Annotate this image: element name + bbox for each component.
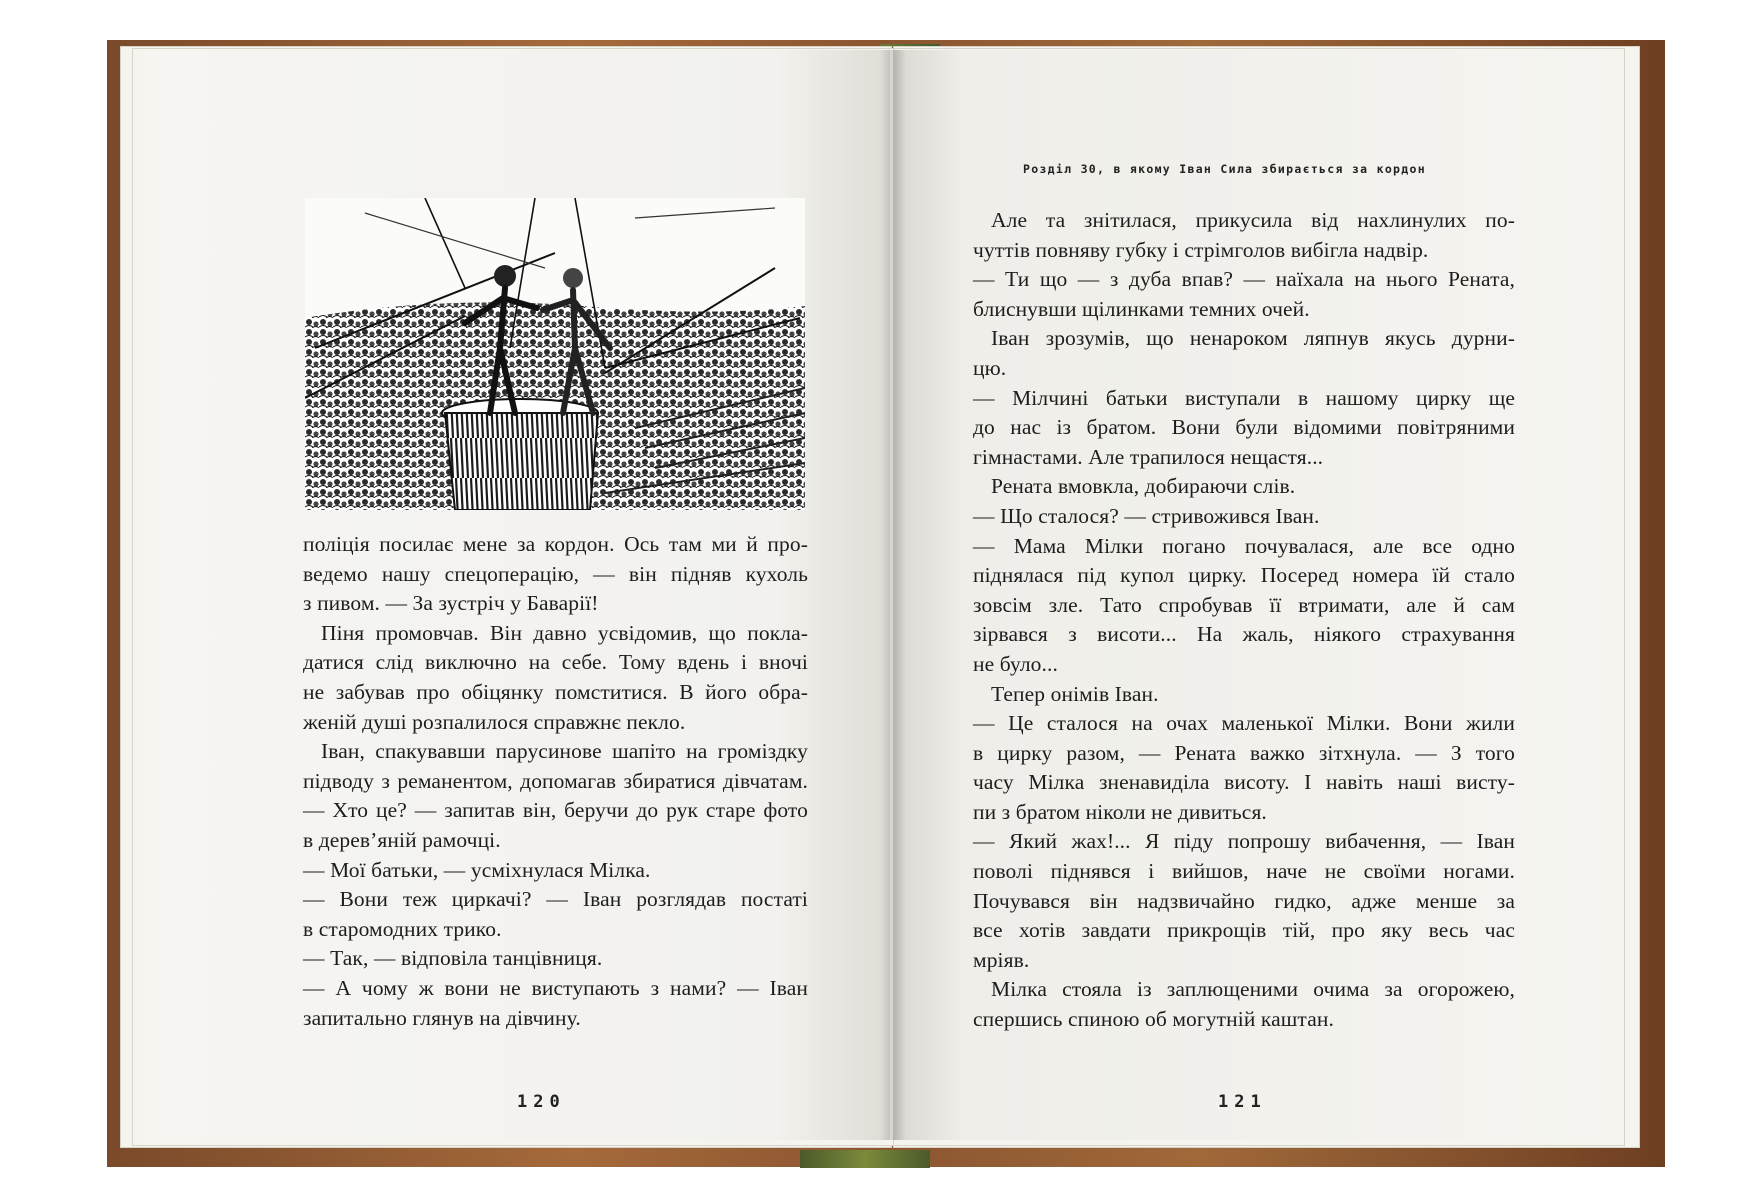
text-line: гімнастами. Але трапилося нещастя... [973,444,1324,469]
left-page [145,50,890,1140]
text-line: в старомодних трико. [303,916,502,941]
text-line: спершись спиною об могутній каштан. [973,1007,1334,1032]
text-line: — Це сталося на очах маленької Мілки. Вони жили [973,711,1515,736]
text-line: все хотів завдати прикрощів тій, про яку весь час [973,918,1515,943]
text-line: підводу з реманентом, допомагав збиратися дівчатам. [303,768,808,793]
text-line: зовсім зле. Тато спробував її втримати, але й сам [973,592,1515,617]
text-line: — Так, — відповіла танцівниця. [303,946,603,971]
text-line: зірвався з висоти... На жаль, ніякого страхування [973,622,1515,647]
text-line: поволі піднявся і вийшов, наче не своїми ногами. [973,859,1515,884]
text-line: Піня промовчав. Він давно усвідомив, що покла- [321,620,808,645]
text-line: — Що сталося? — стривожився Іван. [973,503,1320,528]
text-line: мріяв. [973,947,1030,972]
left-page-body [303,530,808,1033]
text-line: — Вони теж циркачі? — Іван розглядав постаті [303,887,808,912]
text-line: Але та знітилася, прикусила від нахлинулих по- [991,208,1515,232]
text-line: Рената вмовкла, добираючи слів. [991,474,1296,499]
text-line: — Мої батьки, — усміхнулася Мілка. [303,857,651,882]
text-line: — А чому ж вони не виступають з нами? — Іван [303,975,808,1000]
text-line: до нас із братом. Вони були відомими повітряними [973,415,1515,440]
text-line: ведемо нашу спецоперацію, — він підняв кухоль [303,561,808,586]
text-line: датися слід виключно на себе. Тому вдень і вночі [303,650,808,675]
text-line: женій душі розпалилося справжнє пекло. [303,709,686,734]
book-gutter-shadow [880,50,906,1140]
text-line: — Мілчині батьки виступали в нашому цирку ще [973,385,1515,410]
right-page-body [973,206,1515,1035]
text-line: Тепер онімів Іван. [991,681,1159,706]
page-number: 120 [517,1092,566,1112]
text-line: Почувався він надзвичайно гидко, адже менше за [973,888,1515,913]
text-line: чуттів повняву губку і стрімголов вибігла надвір. [973,237,1429,262]
text-line: — Мама Мілки погано почувалася, але все одно [973,533,1515,558]
text-line: — Ти що — з дуба впав? — наїхала на нього Рената, [973,267,1515,292]
text-line: — Який жах!... Я піду попрошу вибачення, — Іван [973,829,1515,854]
text-line: в дерев’яній рамочці. [303,827,501,852]
text-line: піднялася під купол цирку. Посеред номера їй стало [973,563,1515,588]
running-head: Розділ 30, в якому Іван Сила збирається за кордон [1023,162,1426,176]
page-number: 121 [1218,1092,1267,1112]
text-line: з пивом. — За зустріч у Баварії! [303,591,599,616]
text-line: часу Мілка зненавиділа висоту. І навіть наші висту- [973,770,1515,795]
book-spine-bottom [800,1150,930,1168]
text-line: блиснувши щілинками темних очей. [973,296,1310,321]
text-line: поліція посилає мене за кордон. Ось там ми й про- [303,532,808,556]
text-line: Іван, спакувавши парусинове шапіто на громіздку [321,739,808,764]
right-page [893,50,1603,1140]
text-line: запитально глянув на дівчину. [303,1005,581,1030]
circus-acrobats-illustration [305,198,805,510]
text-line: не було... [973,651,1058,676]
text-line: в цирку разом, — Рената важко зітхнула. — З того [973,740,1515,765]
text-line: Мілка стояла із заплющеними очима за огорожею, [991,977,1515,1002]
text-line: Іван зрозумів, що ненароком ляпнув якусь дурни- [991,326,1515,351]
text-line: — Хто це? — запитав він, беручи до рук старе фото [303,798,808,823]
text-line: не забував про обіцянку помститися. В його обра- [303,679,808,704]
text-line: пи з братом ніколи не дивиться. [973,799,1267,824]
text-line: цю. [973,355,1007,380]
